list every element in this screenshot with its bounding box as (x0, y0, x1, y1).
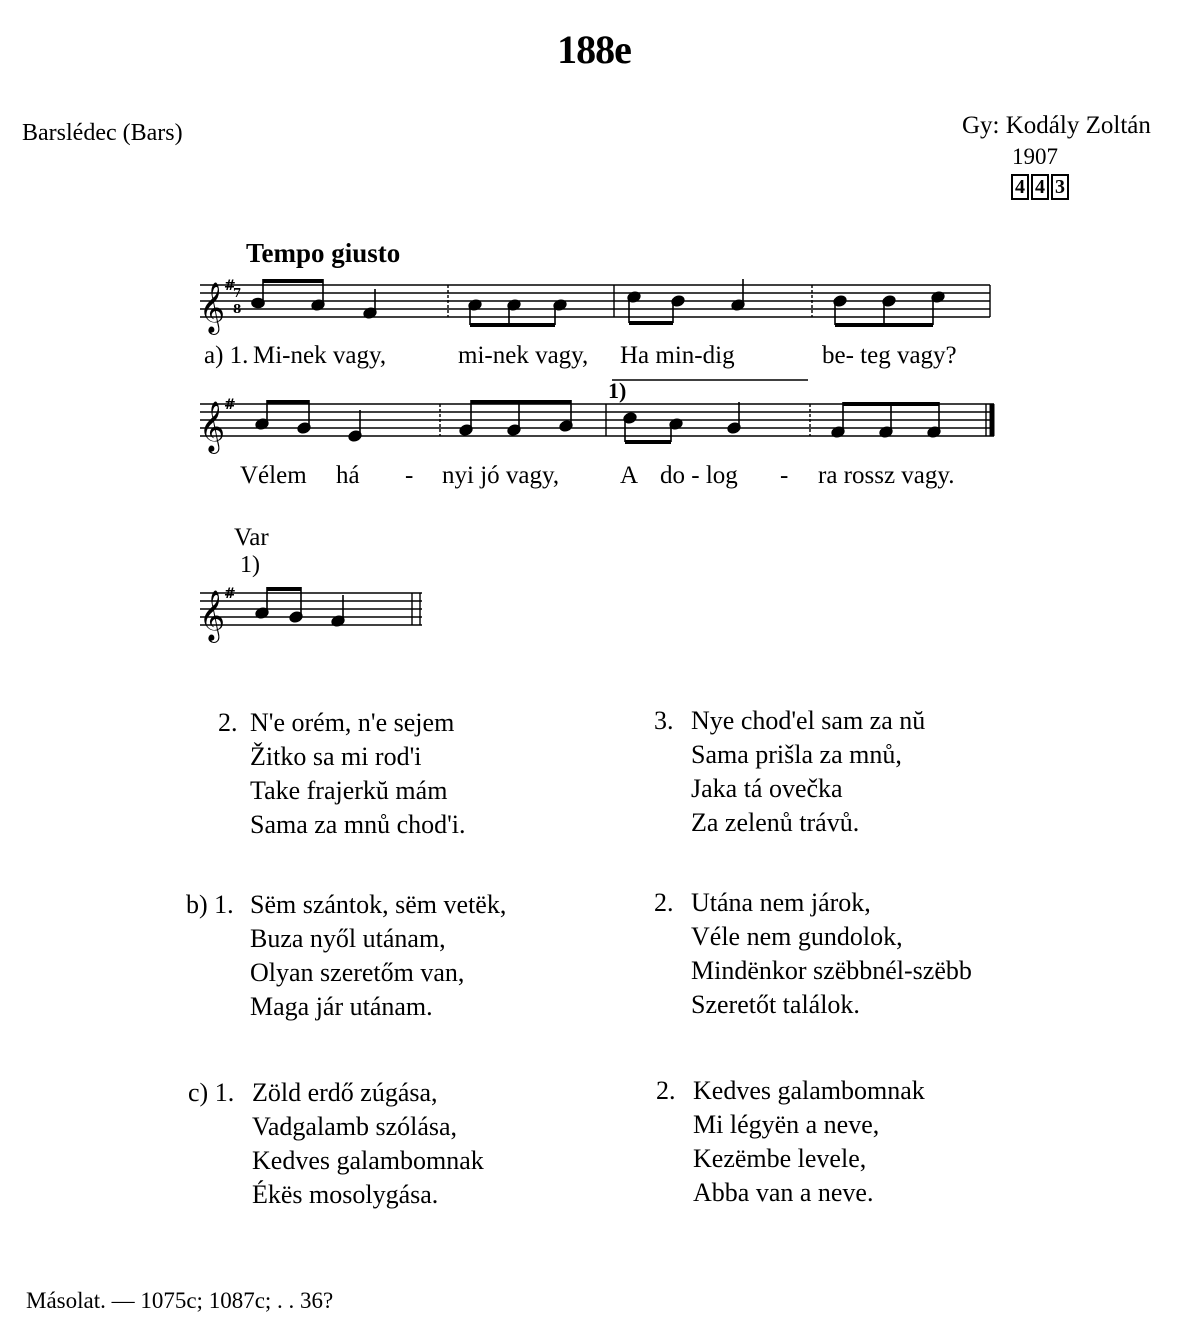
verse-line: Maga jár utánam. (250, 992, 433, 1021)
verse-line: Jaka tá ovečka (691, 774, 843, 803)
lyric-syllable: ra rossz vagy. (818, 462, 955, 489)
lyric-syllable: - (780, 462, 789, 489)
variant-label: Var (234, 524, 269, 551)
verse-line: Sëm szántok, sëm vetëk, (250, 890, 507, 919)
collector-label: Gy: Kodály Zoltán (962, 112, 1151, 139)
lyric-prefix: a) 1. (204, 342, 249, 369)
svg-text:#: # (224, 586, 236, 602)
staff-2 (200, 404, 994, 436)
svg-text:#: # (224, 278, 236, 294)
verse-line: Utána nem járok, (691, 888, 871, 917)
verse-line: Véle nem gundolok, (691, 922, 903, 951)
verse-line: Nye chod'el sam za nŭ (691, 706, 926, 735)
verse-line: Szeretőt találok. (691, 990, 860, 1019)
page-title: 188e (557, 27, 631, 72)
svg-text:𝄞: 𝄞 (199, 282, 226, 333)
verse-line: Mi légyën a neve, (693, 1110, 880, 1139)
variant-ref: 1) (240, 552, 260, 578)
lyric-syllable: be- teg vagy? (822, 342, 957, 369)
lyric-syllable: há (336, 462, 360, 489)
verse-line: Sama za mnů chod'i. (250, 810, 466, 839)
footer-copy-note: Másolat. — 1075c; 1087c; . . 36? (26, 1288, 334, 1313)
verse-line: Zöld erdő zúgása, (252, 1078, 438, 1107)
verse-line: Sama prišla za mnů, (691, 740, 902, 769)
svg-text:#: # (224, 397, 236, 413)
lyric-syllable: Vélem (240, 462, 307, 489)
verse-line: N'e orém, n'e sejem (250, 708, 455, 737)
verse-number: b) 1. (186, 890, 234, 919)
verse-line: Mindënkor szëbbnél-szëbb (691, 956, 972, 985)
code-box: 3 (1051, 174, 1069, 200)
tempo-marking: Tempo giusto (246, 238, 401, 268)
lyric-syllable: Ha min-dig (620, 342, 735, 369)
verse-number: c) 1. (188, 1078, 235, 1107)
lyric-syllable: do - log (660, 462, 738, 489)
svg-text:𝄞: 𝄞 (199, 590, 226, 641)
place-label: Barslédec (Bars) (22, 120, 183, 146)
music-notation (0, 0, 1200, 660)
verse-line: Kedves galambomnak (252, 1146, 484, 1175)
lyric-syllable: A (620, 462, 639, 489)
svg-text:𝄞: 𝄞 (199, 401, 226, 452)
verse-line: Kezëmbe levele, (693, 1144, 867, 1173)
code-box: 4 (1031, 174, 1049, 200)
verse-line: Žitko sa mi rod'i (250, 742, 422, 771)
verse-line: Abba van a neve. (693, 1178, 874, 1207)
lyric-syllable: nyi jó vagy, (442, 462, 560, 489)
lyric-syllable: - (405, 462, 414, 489)
year-label: 1907 (1012, 144, 1058, 169)
verse-line: Vadgalamb szólása, (252, 1112, 458, 1141)
verse-line: Take frajerkŭ mám (250, 776, 448, 805)
verse-number: 2. (656, 1076, 676, 1105)
lyric-syllable: Mi-nek vagy, (253, 342, 387, 369)
verse-line: Za zelenů trávů. (691, 808, 860, 837)
verse-number: 2. (218, 708, 238, 737)
svg-text:7: 7 (233, 286, 242, 300)
lyric-syllable: mi-nek vagy, (458, 342, 589, 369)
svg-text:8: 8 (233, 302, 242, 316)
verse-number: 3. (654, 706, 674, 735)
footnote-marker: 1) (608, 378, 627, 403)
verse-line: Buza nyől utánam, (250, 924, 446, 953)
verse-line: Ékës mosolygása. (252, 1180, 439, 1209)
verse-line: Olyan szeretőm van, (250, 958, 465, 987)
verse-line: Kedves galambomnak (693, 1076, 925, 1105)
treble-clef-icon (199, 282, 225, 643)
code-box: 4 (1011, 174, 1029, 200)
verse-number: 2. (654, 888, 674, 917)
